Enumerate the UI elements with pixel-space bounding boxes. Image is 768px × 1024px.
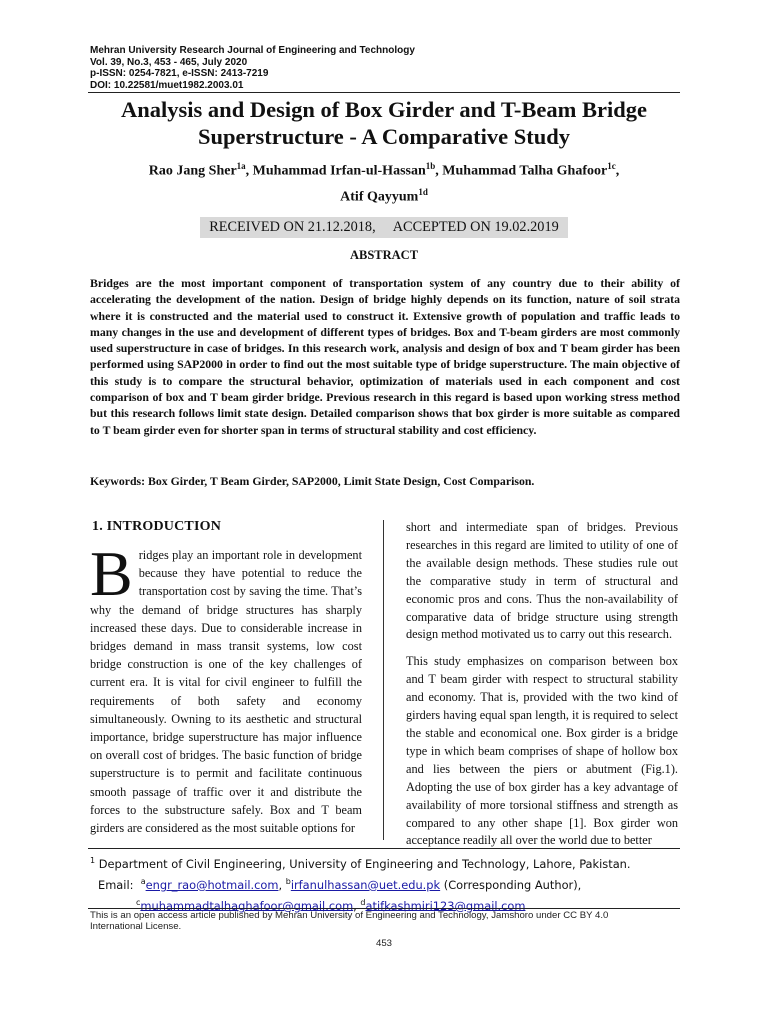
author-list: Rao Jang Sher$^{1a}$, Muhammad Irfan-ul-Hassan$^{1b}$, Muhammad Talha Ghafoor$^{1c}$, Atif Qayyum$^{1d}$ [148, 161, 620, 205]
author-name: Muhammad Talha Ghafoor [442, 163, 608, 179]
intro-left-column [90, 538, 362, 837]
paper-title [80, 96, 688, 150]
drop-cap: B [90, 538, 133, 609]
header-rule [88, 92, 680, 93]
column-divider [383, 520, 384, 840]
email-link-c[interactable]: muhammadtalhaghafoor@gmail.com [140, 898, 354, 913]
received-date: RECEIVED ON 21.12.2018, [209, 219, 376, 235]
abstract-heading: ABSTRACT [349, 248, 419, 262]
keywords: Keywords: Box Girder, T Beam Girder, SAP2000, Limit State Design, Cost Comparison. [90, 474, 535, 488]
abstract-text: Bridges are the most important component of transportation system of any country due to their ability of accelerating the development of the nation. Design of bridge highly depends on its function, nature of soil strata where it is constructed and the material used to construct it. Extensive growth of population and traffic leads to many changes in the use and development of different types of bridges. Box and T-beam girders are most commonly used superstructure in case of bridges. In this research work, analysis and design of box and T beam girder has been performed using SAP2000 in order to find out the most suitable type of bridge superstructure. The main objective of this study is to compare the structural behavior, optimization of materials used in each component and cost comparison of box and T beam girder bridge. Previous research in this regard is based upon working stress method but this research follows limit state design. Detailed comparison shows that box girder is more suitable as compared to T beam girder even for shorter span in terms of structural stability and cost efficiency. [90, 276, 680, 437]
email-link-b[interactable]: irfanulhassan@uet.edu.pk [290, 877, 441, 892]
journal-doi: DOI: 10.22581/muet1982.2003.01 [90, 79, 244, 91]
author-name: Muhammad Irfan-ul-Hassan [252, 163, 426, 179]
footer-rule [88, 908, 680, 909]
submission-dates [200, 217, 568, 238]
title-line-2: Superstructure - A Comparative Study [197, 124, 571, 149]
journal-issn: p-ISSN: 0254-7821, e-ISSN: 2413-7219 [90, 68, 269, 80]
author-name: Atif Qayyum [340, 189, 419, 205]
intro-paragraph: This study emphasizes on comparison between box and T beam girder with respect to structural stability and economy. That is, provided with the two kind of girders having equal span length, it is required to select the stable and economical one. Box girder is a bridge type in which beam comprises of shape of hollow box and lies between the piers or abutment (Fig.1). Adopting the use of box girder has a key advantage of availability of more torsional stiffness and strength as compared to any other shape [1]. Box girder won acceptance readily all over the world due to better [406, 654, 678, 848]
footnote-mark: 1 [90, 856, 96, 865]
email-label: Email: [98, 877, 134, 892]
journal-header [90, 45, 415, 91]
author-affiliation-mark: 1c [607, 161, 616, 171]
title-line-1: Analysis and Design of Box Girder and T-Beam Bridge [121, 97, 647, 122]
journal-volume: Vol. 39, No.3, 453 - 465, July 2020 [90, 56, 248, 68]
author-affiliation-mark: 1b [425, 161, 436, 171]
affiliation-text: Department of Civil Engineering, University of Engineering and Technology, Lahore, Pakistan. [98, 856, 631, 871]
intro-left-text: ridges play an important role in development because they have potential to reduce the transportation cost by saving the time. That’s why the demand of bridge structures has sharply increased these days. Due to considerable increase in bridges demand in mass transit systems, low cost bridge construction is one of the key challenges of current era. It is vital for civil engineer to fulfill the requirements of both safety and economy simultaneously. Owning to its aesthetic and structural importance, bridge superstructure has major influence on overall cost of bridges. The basic function of bridge superstructure is to permit and facilitate continuous smooth passage of traffic over it and distribute the forces to the substructure safely. Box and T beam girders are considered as the most suitable options for [90, 548, 362, 836]
affiliation-footnote: $^1$ Department of Civil Engineering, University of Engineering and Technology, Lahore, Pakistan. Email: $^a$engr_rao@hotmail.com, $^b$irfanulhassan@uet.edu.pk (Corresponding Author), $^c$muhammadtalhaghafoor@gmail.com, $^d$atifkashmiri123@gmail.com [90, 856, 631, 913]
email-link-a[interactable]: engr_rao@hotmail.com [145, 877, 279, 892]
author-name: Rao Jang Sher [148, 163, 237, 179]
section-heading: 1. INTRODUCTION [92, 519, 222, 534]
author-affiliation-mark: 1a [236, 161, 246, 171]
corresponding-note: (Corresponding Author), [443, 877, 582, 892]
accepted-date: ACCEPTED ON 19.02.2019 [392, 219, 559, 235]
intro-paragraph: short and intermediate span of bridges. Previous researches in this regard are limited to utility of one of the available design methods. These studies rule out the comparative study in term of structural and economic pros and cons. Thus the non-availability of comparative data of bridge structure using strength design method motivated us to carry out this research. [406, 520, 678, 642]
page-number: 453 [375, 938, 392, 949]
intro-right-column [406, 519, 678, 859]
journal-name: Mehran University Research Journal of Engineering and Technology [90, 45, 415, 56]
footnote-rule [88, 848, 680, 849]
author-affiliation-mark: 1d [418, 186, 428, 197]
email-link-d[interactable]: atifkashmiri123@gmail.com [365, 898, 526, 913]
license-notice: This is an open access article published by Mehran University of Engineering and Technology, Jamshoro under CC BY 4.0 International License. [90, 910, 609, 932]
